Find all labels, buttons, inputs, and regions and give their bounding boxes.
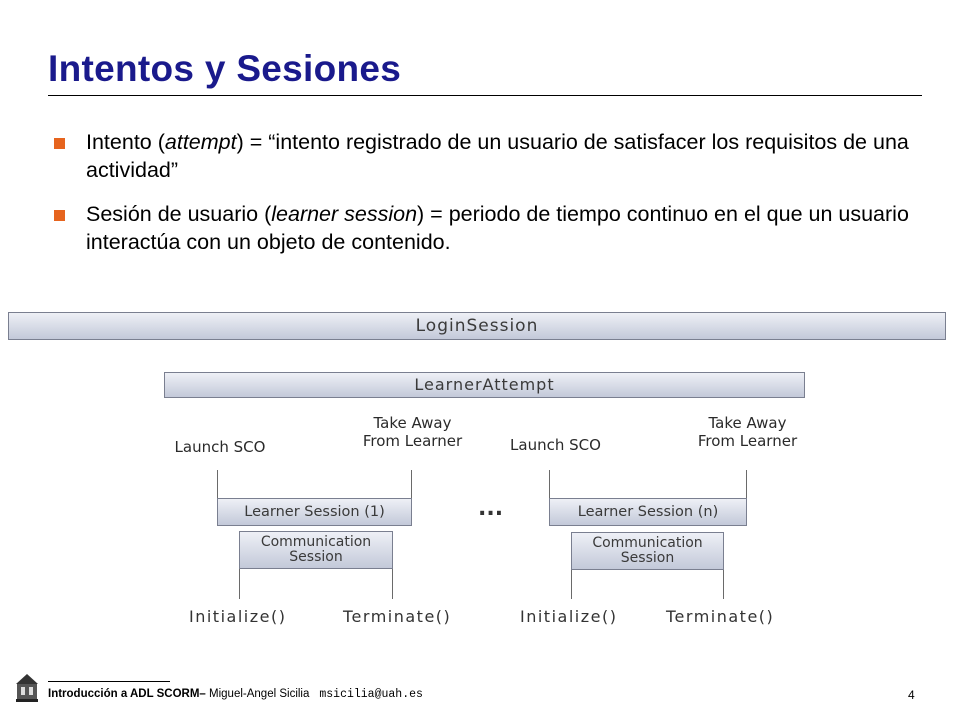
launch-line-left [217, 470, 218, 500]
square-bullet-icon [54, 138, 65, 149]
bullet-learner-session [54, 200, 934, 256]
university-seal-icon [14, 673, 40, 703]
footer-email: msicilia@uah.es [319, 688, 423, 701]
initialize-line-left [239, 569, 240, 599]
take-away-line-right [746, 470, 747, 500]
learner-attempt-bar: LearnerAttempt [164, 372, 805, 398]
footer-separator: – [199, 688, 206, 700]
take-away-label-right: Take Away From Learner [697, 414, 798, 450]
terminate-label-right: Terminate() [666, 607, 775, 626]
footer-course: Introducción a ADL SCORM [48, 688, 200, 700]
footer-text [48, 688, 423, 701]
launch-line-right [549, 470, 550, 500]
take-away-line-left [411, 470, 412, 500]
initialize-label-left: Initialize() [189, 607, 287, 626]
communication-session-box-left: Communication Session [239, 531, 393, 569]
bullet-text-em: attempt [164, 130, 237, 154]
bullet-text-pre: Sesión de usuario ( [86, 202, 272, 226]
footer-author: Miguel-Angel Sicilia [205, 688, 310, 700]
terminate-label-left: Terminate() [343, 607, 452, 626]
bullet-list [54, 128, 934, 272]
terminate-line-left [392, 569, 393, 599]
learner-session-box-right: Learner Session (n) [549, 498, 747, 526]
login-session-bar: LoginSession [8, 312, 946, 340]
learner-session-box-left: Learner Session (1) [217, 498, 412, 526]
bullet-text-post: ) = periodo de tiempo continuo en el que un usuario interactúa con un objeto de contenido. [86, 202, 909, 254]
bullet-text-em: learner session [271, 202, 418, 226]
slide-title: Intentos y Sesiones [48, 48, 402, 89]
terminate-line-right [723, 570, 724, 599]
title-underline [48, 95, 922, 96]
initialize-label-right: Initialize() [520, 607, 618, 626]
launch-sco-label-left: Launch SCO [174, 438, 266, 456]
initialize-line-right [571, 570, 572, 599]
communication-session-box-right: Communication Session [571, 532, 724, 570]
footer-rule [48, 681, 170, 682]
square-bullet-icon [54, 210, 65, 221]
bullet-attempt [54, 128, 934, 184]
bullet-text-pre: Intento ( [86, 130, 165, 154]
take-away-label-left: Take Away From Learner [362, 414, 463, 450]
launch-sco-label-right: Launch SCO [510, 436, 601, 454]
session-diagram [0, 300, 960, 645]
page-number: 4 [908, 688, 915, 702]
ellipsis: ... [478, 496, 504, 521]
bullet-text-post: ) = “intento registrado de un usuario de satisfacer los requisitos de una actividad” [86, 130, 909, 182]
